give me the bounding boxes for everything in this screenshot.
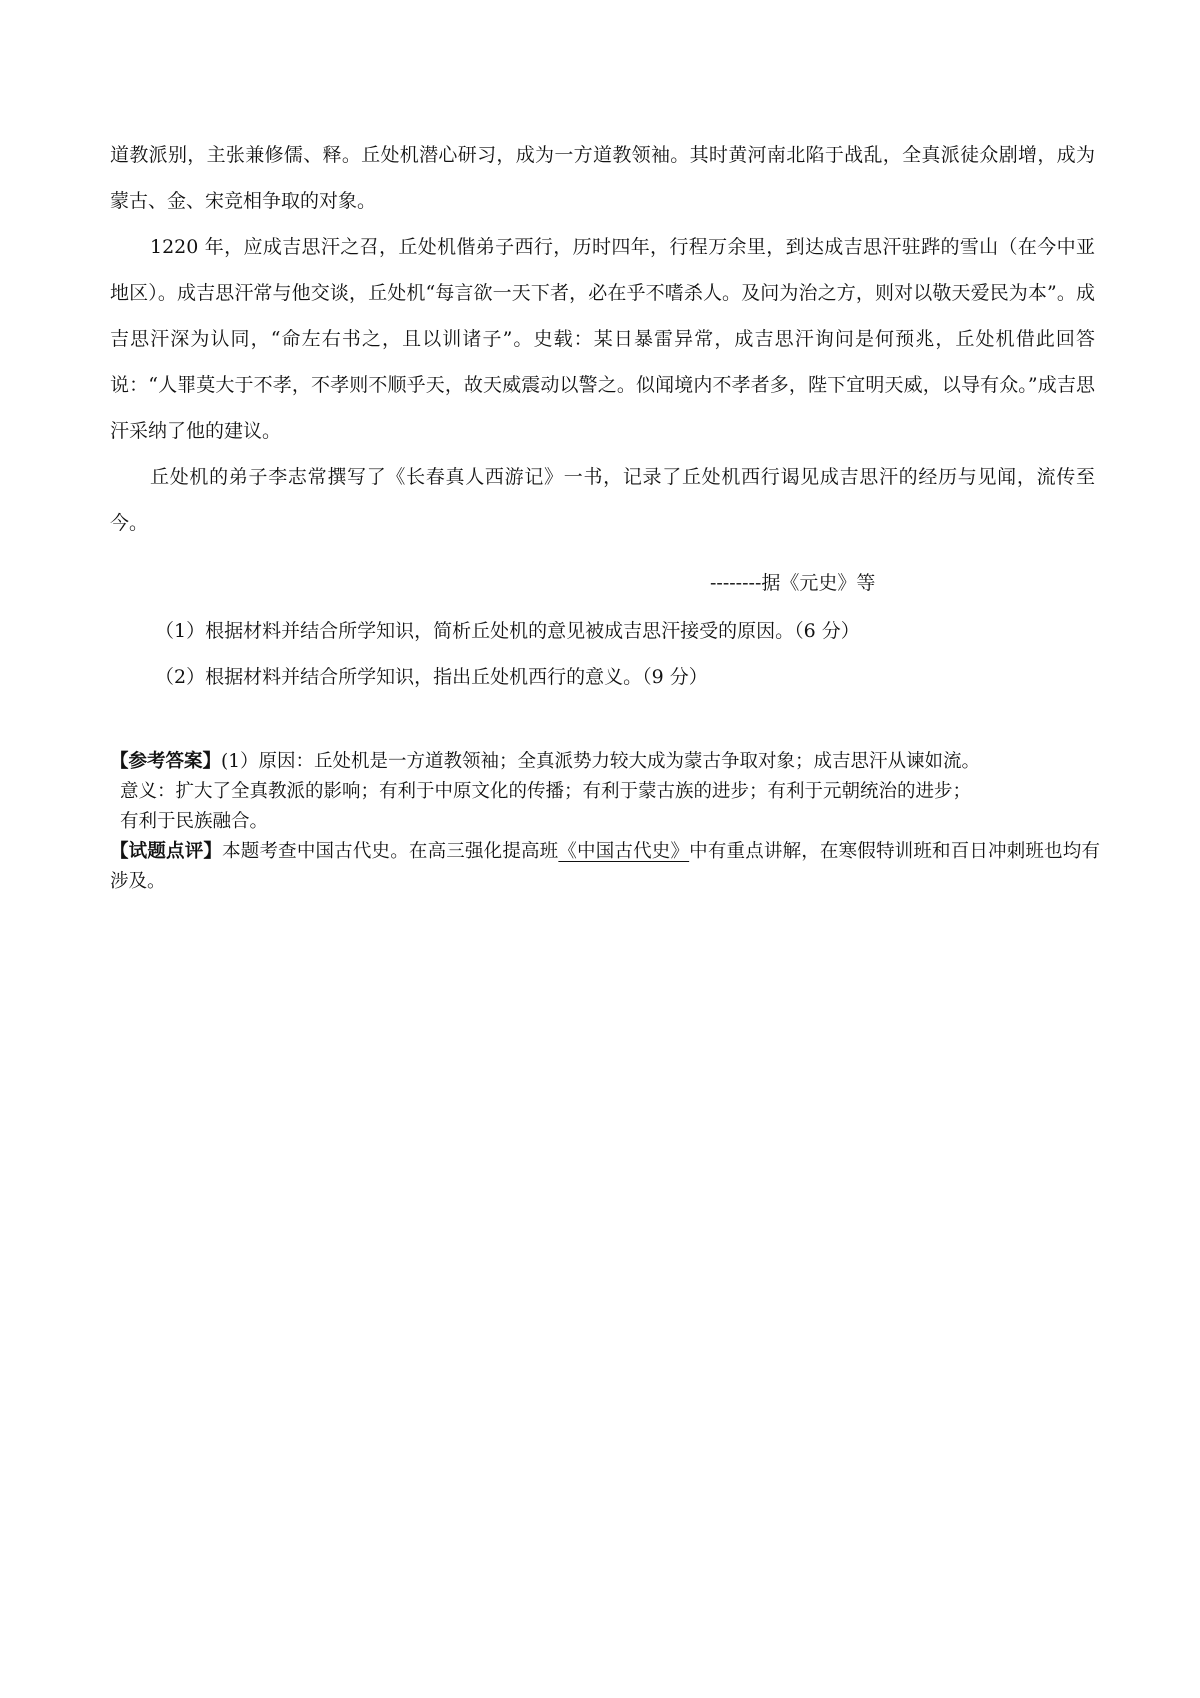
material-paragraph-1: 道教派别，主张兼修儒、释。丘处机潜心研习，成为一方道教领袖。其时黄河南北陷于战乱，全真派徒众剧增，成为蒙古、金、宋竞相争取的对象。 [110, 144, 1095, 212]
material-source: --------据《元史》等 [710, 572, 876, 594]
review-tag: 【试题点评】 [110, 841, 223, 862]
answer-reason: (1）原因：丘处机是一方道教领袖；全真派势力较大成为蒙古争取对象；成吉思汗从谏如流。 [221, 751, 981, 772]
review-text-after: 中有重点讲解，在寒假特训班和百日冲刺班也均有涉及。 [110, 841, 1100, 892]
answer-tag: 【参考答案】 [110, 751, 222, 772]
question-1: （1）根据材料并结合所学知识，简析丘处机的意见被成吉思汗接受的原因。（6 分） [155, 620, 860, 642]
review-paragraph [110, 837, 1100, 897]
material-paragraph-3: 丘处机的弟子李志常撰写了《长春真人西游记》一书，记录了丘处机西行谒见成吉思汗的经历与见闻，流传至今。 [110, 466, 1095, 534]
course-name-link: 《中国古代史》 [558, 841, 690, 862]
answer-line-2: 意义：扩大了全真教派的影响；有利于中原文化的传播；有利于蒙古族的进步；有利于元朝统治的进步； [120, 781, 972, 802]
review-text-before: 本题考查中国古代史。在高三强化提高班 [222, 841, 559, 862]
material-paragraph-2: 1220 年，应成吉思汗之召，丘处机偕弟子西行，历时四年，行程万余里，到达成吉思汗驻跸的雪山（在今中亚地区）。成吉思汗常与他交谈，丘处机“每言欲一天下者，必在乎不嗜杀人。及问为治之方，则对以敬天爱民为本”。成吉思汗深为认同，“命左右书之，且以训诸子”。史载：某日暴雷异常，成吉思汗询问是何预兆，丘处机借此回答说：“人罪莫大于不孝，不孝则不顺乎天，故天威震动以警之。似闻境内不孝者多，陛下宜明天威，以导有众。”成吉思汗采纳了他的建议。 [110, 236, 1095, 442]
answer-line-1 [110, 747, 1100, 777]
question-2: （2）根据材料并结合所学知识，指出丘处机西行的意义。（9 分） [155, 666, 708, 688]
answer-line-3: 有利于民族融合。 [120, 811, 269, 832]
answer-section [110, 747, 1100, 897]
